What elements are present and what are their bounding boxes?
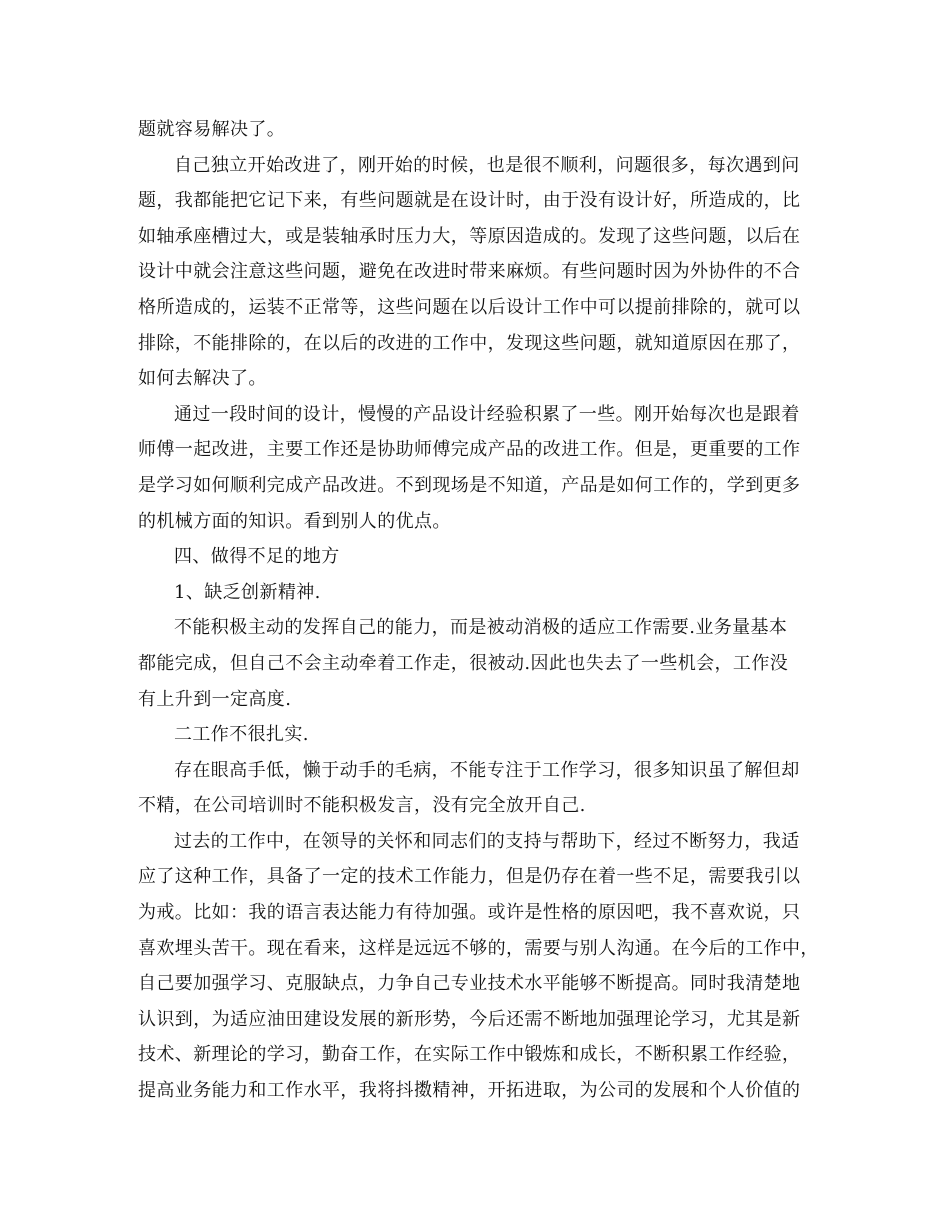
text-line: 有上升到一定高度. bbox=[138, 688, 292, 710]
text-line: 排除，不能排除的，在以后的改进的工作中，发现这些问题，就知道原因在那了， bbox=[138, 332, 801, 354]
text-line: 师傅一起改进，主要工作还是协助师傅完成产品的改进工作。但是，更重要的工作 bbox=[138, 439, 801, 461]
text-line: 自己独立开始改进了，刚开始的时候，也是很不顺利，问题很多，每次遇到问 bbox=[174, 154, 800, 176]
text-line: 过去的工作中，在领导的关怀和同志们的支持与帮助下，经过不断努力，我适 bbox=[174, 830, 800, 852]
text-line: 是学习如何顺利完成产品改进。不到现场是不知道，产品是如何工作的，学到更多 bbox=[138, 474, 801, 496]
text-line: 题就容易解决了。 bbox=[138, 119, 286, 140]
text-line: 的机械方面的知识。看到别人的优点。 bbox=[138, 510, 451, 532]
text-line: 设计中就会注意这些问题，避免在改进时带来麻烦。有些问题时因为外协件的不合 bbox=[138, 261, 801, 283]
text-line: 四、做得不足的地方 bbox=[174, 546, 340, 568]
text-line: 不能积极主动的发挥自己的能力，而是被动消极的适应工作需要.业务量基本 bbox=[174, 617, 788, 639]
text-line: 应了这种工作，具备了一定的技术工作能力，但是仍存在着一些不足，需要我引以 bbox=[138, 866, 801, 888]
text-line: 题，我都能把它记下来，有些问题就是在设计时，由于没有设计好，所造成的，比 bbox=[138, 190, 801, 212]
text-line: 都能完成，但自己不会主动牵着工作走，很被动.因此也失去了一些机会，工作没 bbox=[138, 652, 789, 674]
text-line: 不精，在公司培训时不能积极发言，没有完全放开自己. bbox=[138, 795, 586, 817]
text-line: 通过一段时间的设计，慢慢的产品设计经验积累了一些。刚开始每次也是跟着 bbox=[174, 403, 800, 425]
text-line: 自己要加强学习、克服缺点，力争自己专业技术水平能够不断提高。同时我清楚地 bbox=[138, 973, 801, 995]
text-line: 存在眼高手低，懒于动手的毛病，不能专注于工作学习，很多知识虽了解但却 bbox=[174, 759, 800, 781]
text-line: 为戒。比如：我的语言表达能力有待加强。或许是性格的原因吧，我不喜欢说，只 bbox=[138, 902, 801, 924]
body-text bbox=[138, 112, 828, 1109]
text-line: 喜欢埋头苦干。现在看来，这样是远远不够的，需要与别人沟通。在今后的工作中， bbox=[138, 937, 819, 959]
text-line: 格所造成的，运装不正常等，这些问题在以后设计工作中可以提前排除的，就可以 bbox=[138, 296, 801, 318]
text-line: 如何去解决了。 bbox=[138, 368, 267, 390]
text-line: 1、缺乏创新精神. bbox=[174, 581, 321, 603]
text-line: 提高业务能力和工作水平，我将抖擞精神，开拓进取，为公司的发展和个人价值的 bbox=[138, 1080, 801, 1102]
text-line: 二工作不很扎实. bbox=[174, 724, 309, 746]
text-line: 如轴承座槽过大，或是装轴承时压力大，等原因造成的。发现了这些问题，以后在 bbox=[138, 225, 801, 247]
text-line: 认识到，为适应油田建设发展的新形势，今后还需不断地加强理论学习，尤其是新 bbox=[138, 1008, 801, 1030]
text-line: 技术、新理论的学习，勤奋工作，在实际工作中锻炼和成长，不断积累工作经验， bbox=[138, 1044, 801, 1066]
